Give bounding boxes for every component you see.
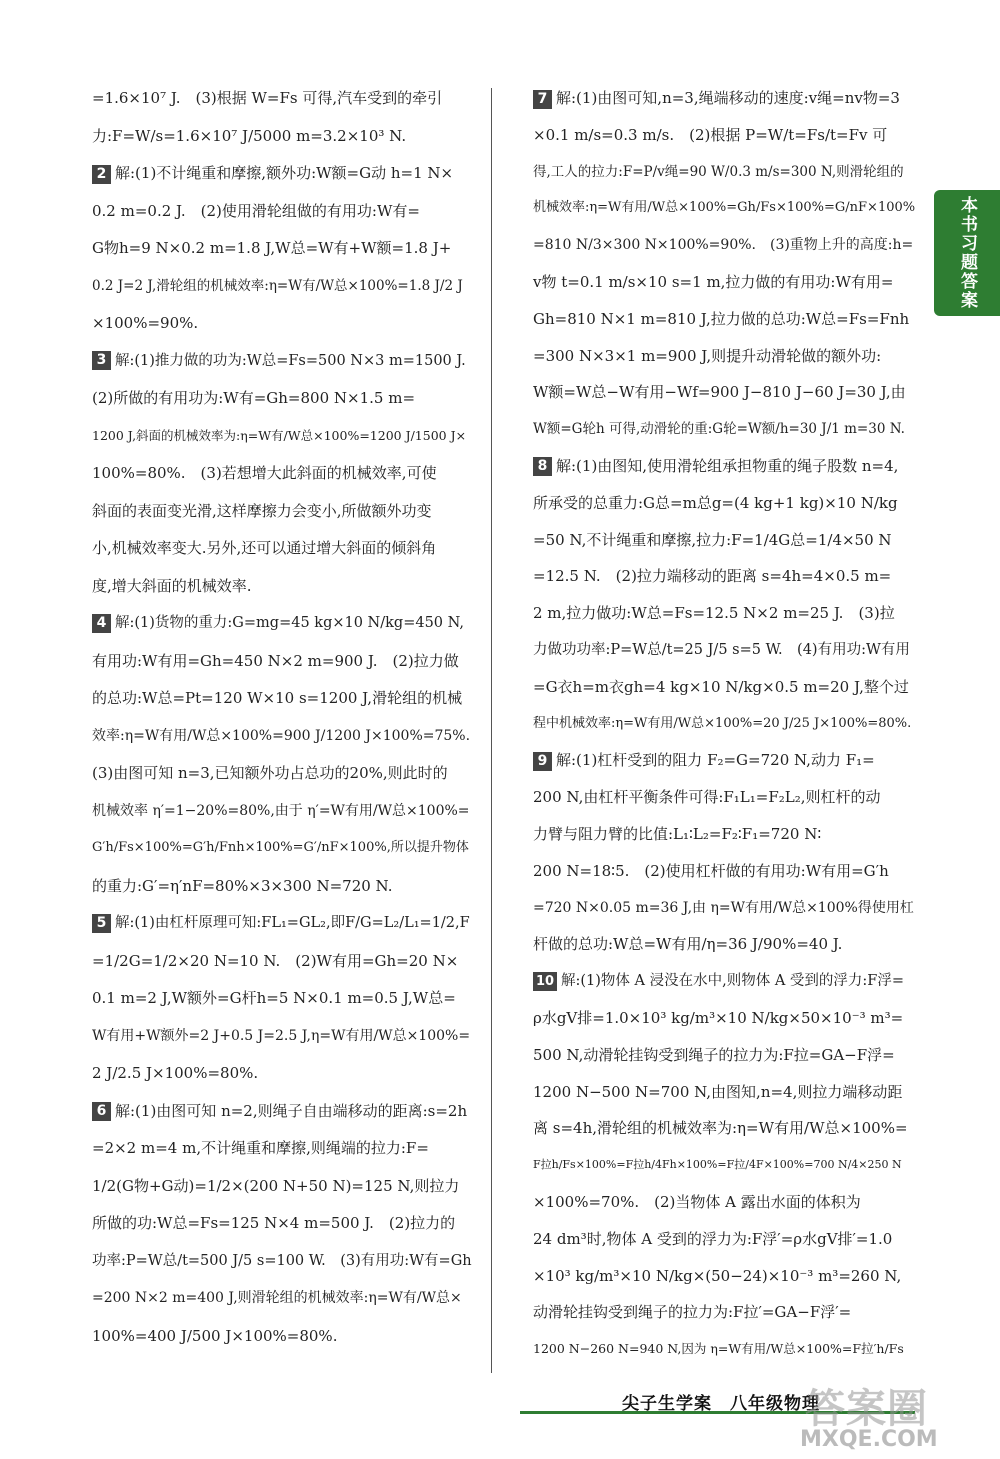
answer-text: ρ水gV排=1.0×10³ kg/m³×10 N/kg×50×10⁻³ m³= [533, 1008, 904, 1027]
answer-text: 解:(1)推力做的功为:W总=Fs=500 N×3 m=1500 J. [115, 352, 466, 369]
question-number-badge: 10 [533, 972, 557, 991]
text-line [92, 688, 474, 708]
text-line [92, 651, 474, 671]
answer-text: ×10³ kg/m³×10 N/kg×(50−24)×10⁻³ m³=260 N, [533, 1266, 902, 1285]
answer-text: 解:(1)由图知,使用滑轮组承担物重的绳子股数 n=4, [556, 456, 899, 475]
answer-text: 动滑轮挂钩受到绳子的拉力为:F拉′=GA−F浮′= [533, 1303, 852, 1322]
question-number-badge: 7 [533, 90, 552, 109]
text-line [92, 163, 474, 183]
answer-text: 机械效率:η=W有用/W总×100%=Gh/Fs×100%=G/nF×100% [533, 200, 916, 216]
left-column [92, 88, 474, 1363]
text-line [533, 750, 915, 770]
text-line [533, 1118, 915, 1138]
text-line [92, 1213, 474, 1233]
text-line [533, 1155, 915, 1175]
text-line [92, 1326, 474, 1346]
answer-text: (3)由图可知 n=3,已知额外功占总功的20%,则此时的 [92, 764, 448, 782]
question-number-badge: 2 [92, 165, 111, 184]
answer-text: 解:(1)由图可知,n=3,绳端移动的速度:v绳=nv物=3 [556, 89, 900, 107]
answer-text: 小,机械效率变大.另外,还可以通过增大斜面的倾斜角 [92, 539, 437, 557]
answer-text: W额=G轮h 可得,动滑轮的重:G轮=W额/h=30 J/1 m=30 N. [533, 421, 905, 438]
right-column [533, 88, 915, 1376]
answer-text: G物h=9 N×0.2 m=1.8 J,W总=W有+W额=1.8 J+ [92, 239, 452, 257]
watermark-url: MXQE.COM [800, 1427, 938, 1452]
answer-text: 解:(1)物体 A 浸没在水中,则物体 A 受到的浮力:F浮= [561, 973, 905, 990]
answer-text: =1.6×10⁷ J. (3)根据 W=Fs 可得,汽车受到的牵引 [92, 89, 443, 107]
answer-text: (2)所做的有用功为:W有=Gh=800 N×1.5 m= [92, 389, 416, 407]
text-line [533, 235, 915, 255]
text-line [92, 1063, 474, 1083]
question-number-badge: 9 [533, 752, 552, 771]
text-line [533, 1229, 915, 1249]
answer-text: 得,工人的拉力:F=P/v绳=90 W/0.3 m/s=300 N,则滑轮组的 [533, 163, 904, 180]
text-line [533, 640, 915, 660]
answer-text: 解:(1)由杠杆原理可知:FL₁=GL₂,即F/G=L₂/L₁=1/2,F [115, 915, 470, 931]
text-line [533, 934, 915, 954]
text-line [533, 787, 915, 807]
answer-text: 程中机械效率:η=W有用/W总×100%=20 J/25 J×100%=80%. [533, 715, 912, 731]
answer-text: 斜面的表面变光滑,这样摩擦力会变小,所做额外功变 [92, 501, 432, 520]
text-line [92, 538, 474, 558]
text-line [533, 861, 915, 881]
answer-text: 离 s=4h,滑轮组的机械效率为:η=W有用/W总×100%= [533, 1119, 908, 1138]
text-line [92, 988, 474, 1008]
answer-text: 0.1 m=2 J,W额外=G杆h=5 N×0.1 m=0.5 J,W总= [92, 989, 456, 1007]
answer-text: 1200 J,斜面的机械效率为:η=W有/W总×100%=1200 J/1500 J× [92, 427, 467, 443]
answer-text: W有用+W额外=2 J+0.5 J=2.5 J,η=W有用/W总×100%= [92, 1027, 471, 1044]
answer-text: 200 N=18∶5. (2)使用杠杆做的有用功:W有用=G′h [533, 861, 889, 880]
text-line [533, 1008, 915, 1028]
text-line [92, 426, 474, 446]
answer-text: 力臂与阻力臂的比值:L₁∶L₂=F₂∶F₁=720 N∶ [533, 824, 822, 843]
text-line [533, 530, 915, 550]
text-line [533, 1082, 915, 1102]
question-number-badge: 8 [533, 457, 552, 476]
answer-text: =G衣h=m衣gh=4 kg×10 N/kg×0.5 m=20 J,整个过 [533, 677, 909, 696]
answer-text: =200 N×2 m=400 J,则滑轮组的机械效率:η=W有/W总× [92, 1290, 462, 1306]
answer-text: =50 N,不计绳重和摩擦,拉力:F=1/4G总=1/4×50 N [533, 530, 892, 549]
text-line [533, 1302, 915, 1322]
text-line [533, 1266, 915, 1286]
text-line [92, 763, 474, 783]
text-line [533, 714, 915, 734]
answer-text: 力做功功率:P=W总/t=25 J/5 s=5 W. (4)有用功:W有用 [533, 641, 910, 658]
text-line [533, 824, 915, 844]
side-tab: 本书习题答案 [934, 190, 1000, 316]
text-line [92, 801, 474, 821]
answer-text: W额=W总−W有用−Wf=900 J−810 J−60 J=30 J,由 [533, 383, 906, 402]
text-line [92, 726, 474, 746]
answer-text: =12.5 N. (2)拉力端移动的距离 s=4h=4×0.5 m= [533, 567, 892, 586]
answer-text: 有用功:W有用=Gh=450 N×2 m=900 J. (2)拉力做 [92, 651, 459, 670]
question-number-badge: 5 [92, 914, 111, 933]
text-line [533, 419, 915, 439]
text-line [533, 603, 915, 623]
text-line [92, 238, 474, 258]
text-line [533, 346, 915, 366]
text-line [533, 1192, 915, 1212]
watermark-logo: 答案圈 [805, 1386, 928, 1432]
answer-text: ×100%=70%. (2)当物体 A 露出水面的体积为 [533, 1192, 861, 1211]
question-number-badge: 3 [92, 351, 111, 370]
answer-text: 的重力:G′=η′nF=80%×3×300 N=720 N. [92, 876, 393, 895]
text-line [92, 1176, 474, 1196]
text-line [92, 1026, 474, 1046]
answer-text: 力:F=W/s=1.6×10⁷ J/5000 m=3.2×10³ N. [92, 126, 407, 145]
text-line [533, 566, 915, 586]
text-line [533, 1045, 915, 1065]
answer-text: 1200 N−260 N=940 N,因为 η=W有用/W总×100%=F拉′h/Fs [533, 1341, 904, 1357]
answer-text: 功率:P=W总/t=500 J/5 s=100 W. (3)有用功:W有=Gh [92, 1252, 472, 1269]
answer-text: 24 dm³时,物体 A 受到的浮力为:F浮′=ρ水gV排′=1.0 [533, 1229, 893, 1248]
text-line [533, 382, 915, 402]
answer-text: 解:(1)由图可知 n=2,则绳子自由端移动的距离:s=2h [115, 1101, 468, 1120]
text-line [533, 898, 915, 918]
answer-text: 0.2 m=0.2 J. (2)使用滑轮组做的有用功:W有= [92, 201, 420, 220]
text-line [92, 388, 474, 408]
answer-text: 解:(1)不计绳重和摩擦,额外功:W额=G动 h=1 N× [115, 164, 454, 182]
footer-book-title: 尖子生学案 八年级物理 [622, 1394, 820, 1414]
answer-text: 的总功:W总=Pt=120 W×10 s=1200 J,滑轮组的机械 [92, 689, 463, 707]
text-line [92, 501, 474, 521]
text-line [92, 613, 474, 633]
text-line [92, 313, 474, 333]
answer-text: 所做的功:W总=Fs=125 N×4 m=500 J. (2)拉力的 [92, 1214, 456, 1232]
answer-text: 解:(1)货物的重力:G=mg=45 kg×10 N/kg=450 N, [115, 615, 465, 631]
column-divider [491, 88, 492, 1373]
answer-text: =1/2G=1/2×20 N=10 N. (2)W有用=Gh=20 N× [92, 951, 459, 970]
text-line [92, 951, 474, 971]
answer-text: =810 N/3×300 N×100%=90%. (3)重物上升的高度:h= [533, 237, 914, 254]
text-line [92, 913, 474, 933]
text-line [533, 198, 915, 218]
answer-text: 100%=400 J/500 J×100%=80%. [92, 1326, 338, 1345]
answer-text: 1/2(G物+G动)=1/2×(200 N+50 N)=125 N,则拉力 [92, 1176, 460, 1195]
text-line [533, 456, 915, 476]
text-line [533, 971, 915, 991]
answer-text: ×0.1 m/s=0.3 m/s. (2)根据 P=W/t=Fs/t=Fv 可 [533, 125, 888, 144]
text-line [92, 1251, 474, 1271]
answer-text: Gh=810 N×1 m=810 J,拉力做的总功:W总=Fs=Fnh [533, 309, 910, 328]
answer-text: G′h/Fs×100%=G′h/Fnh×100%=G′/nF×100%,所以提升物体 [92, 840, 469, 855]
text-line [92, 1138, 474, 1158]
answer-text: 度,增大斜面的机械效率. [92, 576, 252, 595]
answer-text: v物 t=0.1 m/s×10 s=1 m,拉力做的有用功:W有用= [533, 272, 894, 291]
text-line [92, 576, 474, 596]
text-line [533, 493, 915, 513]
text-line [92, 1101, 474, 1121]
answer-text: 机械效率 η′=1−20%=80%,由于 η′=W有用/W总×100%= [92, 802, 470, 819]
text-line [533, 88, 915, 108]
text-line [92, 838, 474, 858]
answer-text: 解:(1)杠杆受到的阻力 F₂=G=720 N,动力 F₁= [556, 751, 875, 770]
text-line [533, 677, 915, 697]
text-line [533, 1339, 915, 1359]
answer-text: 500 N,动滑轮挂钩受到绳子的拉力为:F拉=GA−F浮= [533, 1045, 895, 1064]
answer-text: =300 N×3×1 m=900 J,则提升动滑轮做的额外功: [533, 346, 882, 365]
text-line [92, 876, 474, 896]
question-number-badge: 4 [92, 614, 111, 633]
answer-text: =720 N×0.05 m=36 J,由 η=W有用/W总×100%得使用杠 [533, 899, 914, 916]
answer-text: 2 J/2.5 J×100%=80%. [92, 1064, 259, 1082]
text-line [92, 276, 474, 296]
answer-text: =2×2 m=4 m,不计绳重和摩擦,则绳端的拉力:F= [92, 1139, 429, 1157]
text-line [92, 126, 474, 146]
answer-text: 0.2 J=2 J,滑轮组的机械效率:η=W有/W总×100%=1.8 J/2 J [92, 277, 463, 294]
text-line [92, 201, 474, 221]
text-line [533, 162, 915, 182]
answer-text: 2 m,拉力做功:W总=Fs=12.5 N×2 m=25 J. (3)拉 [533, 604, 895, 623]
text-line [533, 309, 915, 329]
answer-text: 1200 N−500 N=700 N,由图知,n=4,则拉力端移动距 [533, 1082, 903, 1101]
text-line [92, 351, 474, 371]
answer-text: 200 N,由杠杆平衡条件可得:F₁L₁=F₂L₂,则杠杆的动 [533, 788, 881, 807]
text-line [92, 1288, 474, 1308]
text-line [533, 125, 915, 145]
text-line [92, 88, 474, 108]
answer-text: 所承受的总重力:G总=m总g=(4 kg+1 kg)×10 N/kg [533, 493, 898, 512]
answer-text: F拉h/Fs×100%=F拉h/4Fh×100%=F拉/4F×100%=700 N/4×250 N [533, 1158, 902, 1172]
answer-text: 杆做的总功:W总=W有用/η=36 J/90%=40 J. [533, 935, 843, 954]
answer-text: ×100%=90%. [92, 314, 199, 332]
question-number-badge: 6 [92, 1102, 111, 1121]
text-line [92, 463, 474, 483]
text-line [533, 272, 915, 292]
answer-text: 效率:η=W有用/W总×100%=900 J/1200 J×100%=75%. [92, 727, 471, 744]
answer-text: 100%=80%. (3)若想增大此斜面的机械效率,可使 [92, 464, 437, 482]
